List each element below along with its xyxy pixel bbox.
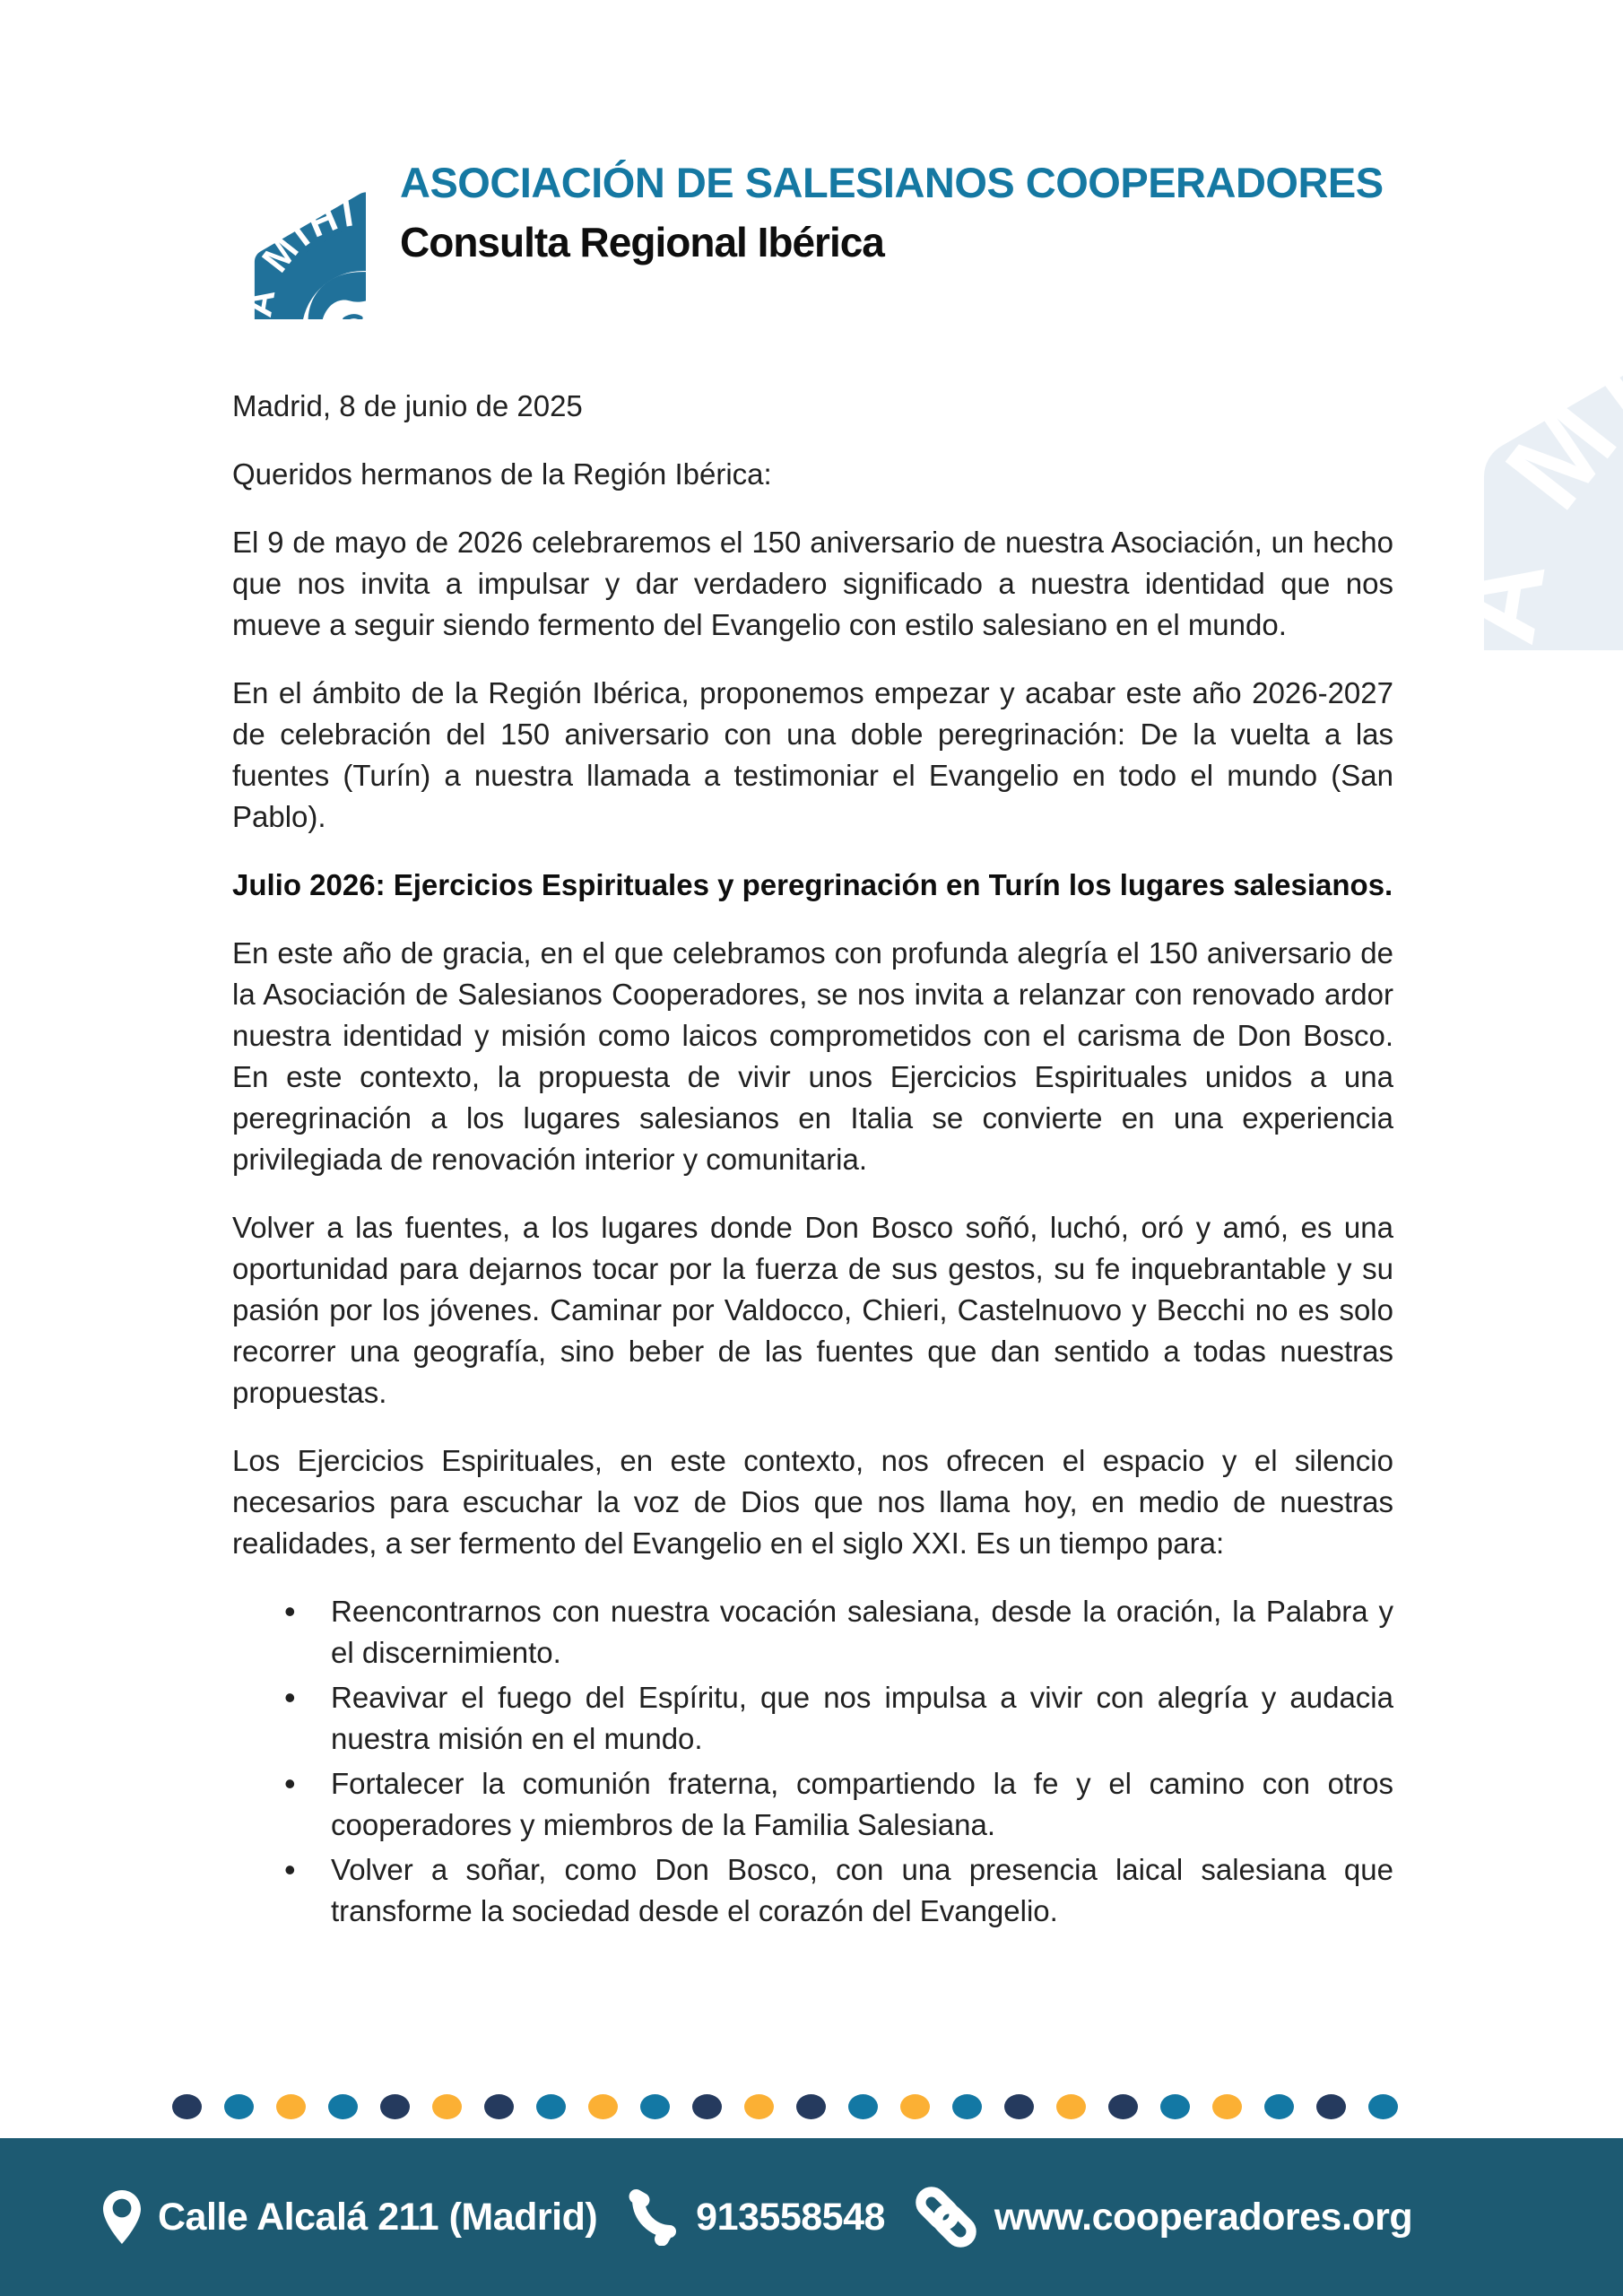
divider-dot bbox=[1368, 2094, 1398, 2119]
divider-dot bbox=[900, 2094, 930, 2119]
divider-dot bbox=[224, 2094, 254, 2119]
paragraph-region-iberica: En el ámbito de la Región Ibérica, proponemos empezar y acabar este año 2026-2027 de celebración del 150 aniversario con una doble peregrinación: De la vuelta a las fuentes (Turín) a nuestra llamada a testimoniar el Evangelio en todo el mundo (San Pablo). bbox=[232, 676, 1393, 833]
phone-icon bbox=[624, 2188, 681, 2246]
bullet-item: • Volver a soñar, como Don Bosco, con una presencia laical salesiana que transforme la sociedad desde el corazón del Evangelio. bbox=[232, 1849, 1393, 1932]
divider-dot bbox=[796, 2094, 826, 2119]
bullet-item: • Reavivar el fuego del Espíritu, que nos impulsa a vivir con alegría y audacia nuestra misión en el mundo. bbox=[232, 1677, 1393, 1760]
footer-address-group bbox=[100, 2188, 597, 2246]
paragraph-aniversario: El 9 de mayo de 2026 celebraremos el 150 aniversario de nuestra Asociación, un hecho que nos invita a impulsar y dar verdadero significado a nuestra identidad que nos mueve a seguir siendo fermento del Evangelio con estilo salesiano en el mundo. bbox=[232, 526, 1393, 641]
page-title: ASOCIACIÓN DE SALESIANOS COOPERADORES bbox=[400, 159, 1384, 206]
location-pin-icon bbox=[100, 2188, 143, 2246]
divider-dot bbox=[1264, 2094, 1294, 2119]
paragraph-ejercicios: Los Ejercicios Espirituales, en este contexto, nos ofrecen el espacio y el silencio necesarios para escuchar la voz de Dios que nos llama hoy, en medio de nuestras realidades, a ser fermento del Evangelio en el siglo XXI. Es un tiempo para: bbox=[232, 1444, 1393, 1560]
divider-dot bbox=[692, 2094, 722, 2119]
footer-phone-group bbox=[624, 2188, 885, 2246]
heading-julio-2026: Julio 2026: Ejercicios Espirituales y peregrinación en Turín los lugares salesianos. bbox=[232, 868, 1393, 901]
divider-dot bbox=[744, 2094, 774, 2119]
divider-dot bbox=[1004, 2094, 1034, 2119]
divider-dot bbox=[848, 2094, 878, 2119]
divider-dot bbox=[1212, 2094, 1242, 2119]
divider-dot bbox=[640, 2094, 670, 2119]
bullet-list bbox=[232, 1591, 1393, 1932]
divider-dot bbox=[1316, 2094, 1346, 2119]
divider-dot bbox=[1056, 2094, 1086, 2119]
date-line: Madrid, 8 de junio de 2025 bbox=[232, 389, 583, 422]
divider-dot bbox=[380, 2094, 410, 2119]
divider-dot bbox=[276, 2094, 306, 2119]
divider-dot bbox=[588, 2094, 618, 2119]
da-mihi-animas-logo bbox=[104, 57, 366, 319]
footer-address: Calle Alcalá 211 (Madrid) bbox=[158, 2195, 598, 2239]
footer-phone: 913558548 bbox=[696, 2195, 885, 2239]
divider-dot bbox=[484, 2094, 514, 2119]
dots-divider bbox=[172, 2094, 1398, 2119]
divider-dot bbox=[952, 2094, 982, 2119]
footer-website-group bbox=[912, 2183, 1412, 2251]
paragraph-volver-fuentes: Volver a las fuentes, a los lugares donde Don Bosco soñó, luchó, oró y amó, es una oportunidad para dejarnos tocar por la fuerza de sus gestos, su fe inquebrantable y su pasión por los jóvenes. Caminar por Valdocco, Chieri, Castelnuovo y Becchi no es solo recorrer una geografía, sino beber de las fuentes que dan sentido a todas nuestras propuestas. bbox=[232, 1211, 1393, 1409]
bullet-item: • Reencontrarnos con nuestra vocación salesiana, desde la oración, la Palabra y el discernimiento. bbox=[232, 1591, 1393, 1674]
letter-body bbox=[232, 386, 1393, 1959]
divider-dot bbox=[536, 2094, 566, 2119]
footer-website: www.cooperadores.org bbox=[994, 2195, 1413, 2239]
link-icon bbox=[912, 2183, 980, 2251]
bullet-item: • Fortalecer la comunión fraterna, compartiendo la fe y el camino con otros cooperadores y miembros de la Familia Salesiana. bbox=[232, 1763, 1393, 1846]
divider-dot bbox=[1108, 2094, 1138, 2119]
salutation: Queridos hermanos de la Región Ibérica: bbox=[232, 457, 772, 491]
divider-dot bbox=[172, 2094, 202, 2119]
footer-bar bbox=[0, 2138, 1623, 2296]
divider-dot bbox=[432, 2094, 462, 2119]
page-subtitle: Consulta Regional Ibérica bbox=[400, 219, 884, 265]
divider-dot bbox=[1160, 2094, 1190, 2119]
paragraph-ano-de-gracia: En este año de gracia, en el que celebramos con profunda alegría el 150 aniversario de la Asociación de Salesianos Cooperadores, se nos invita a relanzar con renovado ardor nuestra identidad y misión como laicos comprometidos con el carisma de Don Bosco. En este contexto, la propuesta de vivir unos Ejercicios Espirituales unidos a una peregrinación a los lugares salesianos en Italia se convierte en una experiencia privilegiada de renovación interior y comunitaria. bbox=[232, 936, 1393, 1176]
divider-dot bbox=[328, 2094, 358, 2119]
